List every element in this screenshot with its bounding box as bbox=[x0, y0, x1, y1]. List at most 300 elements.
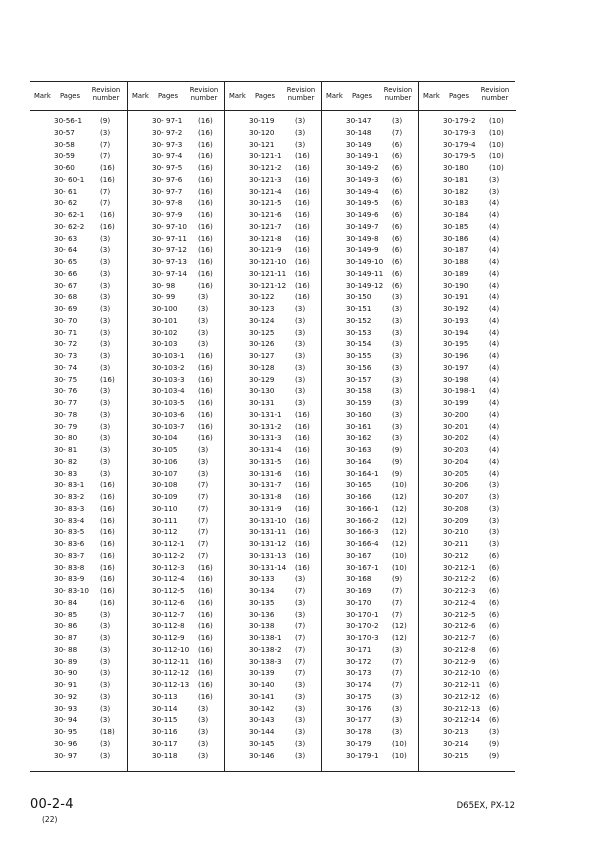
revision-cell: (3) bbox=[295, 374, 306, 384]
page-cell: 30- 72 bbox=[54, 339, 78, 349]
revision-cell: (16) bbox=[295, 409, 310, 419]
table-row bbox=[128, 385, 225, 397]
revision-cell: (16) bbox=[198, 257, 213, 266]
table-row bbox=[225, 209, 322, 221]
table-row bbox=[128, 479, 225, 491]
table-row bbox=[322, 139, 419, 151]
page-cell: 30-125 bbox=[249, 327, 275, 337]
page-cell: 30- 97-4 bbox=[152, 151, 183, 161]
table-row bbox=[225, 409, 322, 421]
page-cell: 30-155 bbox=[346, 351, 372, 360]
revision-cell: (16) bbox=[100, 597, 115, 607]
page-cell: 30-179-4 bbox=[443, 139, 476, 149]
revision-cell: (3) bbox=[198, 715, 209, 725]
table-row bbox=[128, 515, 225, 527]
page-cell: 30- 87 bbox=[54, 633, 78, 642]
table-row bbox=[30, 550, 127, 562]
column-rows bbox=[322, 115, 419, 761]
revision-cell: (4) bbox=[489, 339, 500, 349]
table-row bbox=[225, 714, 322, 726]
revision-cell: (7) bbox=[198, 527, 209, 537]
revision-cell: (4) bbox=[489, 280, 500, 290]
table-row bbox=[128, 150, 225, 162]
table-row bbox=[322, 714, 419, 726]
page-cell: 30- 83-2 bbox=[54, 492, 85, 501]
page-cell: 30-131-7 bbox=[249, 480, 282, 490]
revision-cell: (16) bbox=[198, 680, 213, 689]
table-row bbox=[128, 597, 225, 609]
revision-cell: (3) bbox=[100, 715, 111, 725]
table-row bbox=[30, 585, 127, 597]
page-cell: 30- 62-1 bbox=[54, 210, 85, 219]
page-cell: 30- 83-6 bbox=[54, 539, 85, 548]
page-cell: 30-149-12 bbox=[346, 280, 384, 290]
table-row bbox=[322, 573, 419, 585]
page-cell: 30- 83-8 bbox=[54, 562, 85, 572]
page-cell: 30-118 bbox=[152, 750, 178, 760]
table-row bbox=[30, 691, 127, 703]
table-row bbox=[419, 432, 516, 444]
revision-cell: (7) bbox=[198, 492, 209, 501]
table-row bbox=[30, 573, 127, 585]
page-cell: 30-131 bbox=[249, 398, 275, 407]
page-cell: 30- 97-8 bbox=[152, 198, 183, 208]
revision-cell: (16) bbox=[295, 151, 310, 161]
revision-cell: (7) bbox=[392, 680, 403, 689]
revision-cell: (6) bbox=[489, 574, 500, 584]
revision-cell: (16) bbox=[100, 503, 115, 513]
revision-cell: (6) bbox=[489, 680, 500, 689]
page-cell: 30- 79 bbox=[54, 421, 78, 431]
table-row bbox=[322, 597, 419, 609]
page-cell: 30-135 bbox=[249, 597, 275, 607]
page-cell: 30-112-4 bbox=[152, 574, 185, 584]
table-row bbox=[128, 315, 225, 327]
revision-cell: (3) bbox=[198, 445, 209, 454]
page-cell: 30-112-1 bbox=[152, 539, 185, 548]
revision-cell: (16) bbox=[295, 186, 310, 196]
page-cell: 30-131-3 bbox=[249, 433, 282, 443]
revision-cell: (3) bbox=[392, 433, 403, 443]
page-cell: 30-149-4 bbox=[346, 186, 379, 196]
page-cell: 30-138-2 bbox=[249, 644, 282, 654]
page-cell: 30- 94 bbox=[54, 715, 78, 725]
table-row bbox=[322, 256, 419, 268]
table-row bbox=[30, 409, 127, 421]
page-cell: 30-108 bbox=[152, 480, 178, 490]
page-cell: 30-60 bbox=[54, 163, 75, 172]
table-column bbox=[418, 82, 516, 771]
table-row bbox=[30, 186, 127, 198]
page-cell: 30-131-8 bbox=[249, 492, 282, 501]
table-row bbox=[225, 186, 322, 198]
page-cell: 30-171 bbox=[346, 644, 372, 654]
page-cell: 30- 97-11 bbox=[152, 233, 187, 243]
revision-cell: (12) bbox=[392, 633, 407, 642]
page-cell: 30-167 bbox=[346, 550, 372, 560]
page-cell: 30-121-5 bbox=[249, 198, 282, 208]
table-row bbox=[30, 667, 127, 679]
page-cell: 30-149-5 bbox=[346, 198, 379, 208]
page-cell: 30- 69 bbox=[54, 304, 78, 313]
header-mark: Mark bbox=[326, 92, 343, 100]
header-revision: Revision number bbox=[383, 86, 413, 102]
page-cell: 30-212-8 bbox=[443, 644, 476, 654]
page-cell: 30-119 bbox=[249, 116, 275, 125]
revision-cell: (3) bbox=[198, 304, 209, 313]
revision-cell: (3) bbox=[100, 127, 111, 137]
table-row bbox=[419, 726, 516, 738]
revision-cell: (16) bbox=[295, 433, 310, 443]
table-row bbox=[30, 738, 127, 750]
revision-cell: (16) bbox=[198, 151, 213, 161]
table-row bbox=[225, 197, 322, 209]
page-cell: 30-112-3 bbox=[152, 562, 185, 572]
revision-cell: (6) bbox=[392, 245, 403, 255]
page-cell: 30-212-12 bbox=[443, 691, 481, 701]
page-cell: 30-124 bbox=[249, 315, 275, 325]
revision-cell: (3) bbox=[489, 527, 500, 537]
revision-cell: (16) bbox=[198, 174, 213, 184]
table-row bbox=[128, 291, 225, 303]
column-header bbox=[128, 82, 225, 111]
page-cell: 30-139 bbox=[249, 668, 275, 678]
page-cell: 30- 84 bbox=[54, 597, 78, 607]
page-cell: 30- 82 bbox=[54, 456, 78, 466]
table-row bbox=[30, 397, 127, 409]
revision-cell: (16) bbox=[295, 562, 310, 572]
revision-cell: (6) bbox=[489, 609, 500, 619]
page-cell: 30- 60-1 bbox=[54, 174, 85, 184]
page-cell: 30-149-6 bbox=[346, 210, 379, 219]
revision-cell: (16) bbox=[295, 527, 310, 537]
revision-cell: (3) bbox=[295, 304, 306, 313]
revision-cell: (12) bbox=[392, 539, 407, 548]
table-row bbox=[128, 656, 225, 668]
revision-cell: (10) bbox=[392, 550, 407, 560]
revision-cell: (16) bbox=[198, 574, 213, 584]
revision-cell: (7) bbox=[392, 597, 403, 607]
page-cell: 30-189 bbox=[443, 268, 469, 278]
table-row bbox=[322, 750, 419, 762]
table-row bbox=[128, 374, 225, 386]
header-revision: Revision number bbox=[91, 86, 121, 102]
revision-cell: (16) bbox=[295, 233, 310, 243]
revision-cell: (16) bbox=[100, 221, 115, 231]
page-cell: 30-152 bbox=[346, 315, 372, 325]
page-cell: 30-166-4 bbox=[346, 539, 379, 548]
page-cell: 30- 99 bbox=[152, 292, 176, 302]
revision-cell: (12) bbox=[392, 503, 407, 513]
revision-cell: (16) bbox=[295, 480, 310, 490]
table-row bbox=[322, 174, 419, 186]
table-row bbox=[419, 162, 516, 174]
page-cell: 30-167-1 bbox=[346, 562, 379, 572]
table-row bbox=[419, 597, 516, 609]
table-row bbox=[322, 526, 419, 538]
revision-cell: (3) bbox=[295, 351, 306, 360]
table-row bbox=[419, 115, 516, 127]
table-row bbox=[30, 350, 127, 362]
page-cell: 30-131-11 bbox=[249, 527, 287, 537]
revision-cell: (6) bbox=[392, 280, 403, 290]
page-cell: 30-190 bbox=[443, 280, 469, 290]
table-row bbox=[322, 338, 419, 350]
page-cell: 30- 89 bbox=[54, 656, 78, 666]
table-row bbox=[128, 139, 225, 151]
column-rows bbox=[419, 115, 516, 761]
page-cell: 30-58 bbox=[54, 139, 75, 149]
revision-cell: (6) bbox=[489, 691, 500, 701]
page-cell: 30-177 bbox=[346, 715, 372, 725]
page-cell: 30-212-4 bbox=[443, 597, 476, 607]
revision-cell: (16) bbox=[295, 515, 310, 525]
table-row bbox=[322, 515, 419, 527]
table-row bbox=[30, 291, 127, 303]
model-name: D65EX, PX-12 bbox=[456, 801, 515, 811]
page-cell: 30-192 bbox=[443, 304, 469, 313]
revision-cell: (16) bbox=[198, 656, 213, 666]
page-cell: 30-143 bbox=[249, 715, 275, 725]
table-row bbox=[419, 456, 516, 468]
table-row bbox=[322, 503, 419, 515]
table-row bbox=[128, 409, 225, 421]
revision-cell: (6) bbox=[489, 586, 500, 595]
table-row bbox=[128, 186, 225, 198]
page-cell: 30-59 bbox=[54, 151, 75, 161]
revision-cell: (3) bbox=[100, 609, 111, 619]
revision-cell: (3) bbox=[489, 174, 500, 184]
table-row bbox=[322, 197, 419, 209]
page-cell: 30-131-1 bbox=[249, 409, 282, 419]
page-cell: 30- 86 bbox=[54, 621, 78, 631]
page-cell: 30-212-10 bbox=[443, 668, 481, 678]
revision-cell: (4) bbox=[489, 292, 500, 302]
revision-cell: (3) bbox=[100, 644, 111, 654]
page-cell: 30-107 bbox=[152, 468, 178, 478]
page-cell: 30-193 bbox=[443, 315, 469, 325]
revision-cell: (3) bbox=[295, 727, 306, 736]
table-row bbox=[322, 468, 419, 480]
page-cell: 30-168 bbox=[346, 574, 372, 584]
table-row bbox=[225, 244, 322, 256]
page-cell: 30-115 bbox=[152, 715, 178, 725]
table-row bbox=[225, 350, 322, 362]
page-cell: 30- 98 bbox=[152, 280, 176, 290]
table-row bbox=[225, 491, 322, 503]
table-row bbox=[322, 703, 419, 715]
table-row bbox=[322, 209, 419, 221]
page-cell: 30- 70 bbox=[54, 315, 78, 325]
page-cell: 30- 97-1 bbox=[152, 116, 183, 125]
revision-cell: (3) bbox=[198, 327, 209, 337]
table-row bbox=[128, 327, 225, 339]
table-row bbox=[419, 632, 516, 644]
revision-cell: (3) bbox=[295, 139, 306, 149]
revision-cell: (4) bbox=[489, 304, 500, 313]
page-cell: 30-138-3 bbox=[249, 656, 282, 666]
page-cell: 30- 97-6 bbox=[152, 174, 183, 184]
table-row bbox=[128, 585, 225, 597]
table-row bbox=[419, 174, 516, 186]
table-row bbox=[419, 667, 516, 679]
page-cell: 30-121-4 bbox=[249, 186, 282, 196]
revision-cell: (4) bbox=[489, 210, 500, 219]
table-row bbox=[128, 573, 225, 585]
page-cell: 30-112-2 bbox=[152, 550, 185, 560]
table-row bbox=[322, 303, 419, 315]
revision-cell: (3) bbox=[100, 386, 111, 396]
revision-cell: (4) bbox=[489, 268, 500, 278]
table-row bbox=[419, 280, 516, 292]
table-row bbox=[322, 726, 419, 738]
page-cell: 30-179-3 bbox=[443, 127, 476, 137]
revision-cell: (16) bbox=[198, 409, 213, 419]
revision-cell: (6) bbox=[489, 550, 500, 560]
table-row bbox=[30, 362, 127, 374]
page-cell: 30- 83-5 bbox=[54, 527, 85, 537]
table-row bbox=[128, 550, 225, 562]
page-cell: 30- 83-3 bbox=[54, 503, 85, 513]
revision-cell: (16) bbox=[198, 198, 213, 208]
table-row bbox=[128, 127, 225, 139]
revision-cell: (16) bbox=[198, 597, 213, 607]
revision-cell: (3) bbox=[295, 691, 306, 701]
revision-cell: (3) bbox=[295, 703, 306, 713]
revision-cell: (10) bbox=[489, 151, 504, 161]
page-cell: 30-131-13 bbox=[249, 550, 287, 560]
revision-cell: (3) bbox=[100, 738, 111, 748]
revision-cell: (3) bbox=[392, 304, 403, 313]
page-cell: 30-136 bbox=[249, 609, 275, 619]
revision-cell: (16) bbox=[198, 127, 213, 137]
table-row bbox=[322, 609, 419, 621]
page-cell: 30-166-1 bbox=[346, 503, 379, 513]
page-cell: 30-112-6 bbox=[152, 597, 185, 607]
column-rows bbox=[30, 115, 127, 761]
table-row bbox=[128, 468, 225, 480]
table-row bbox=[322, 162, 419, 174]
revision-cell: (3) bbox=[392, 421, 403, 431]
table-row bbox=[225, 139, 322, 151]
revision-cell: (3) bbox=[295, 327, 306, 337]
table-row bbox=[419, 315, 516, 327]
revision-cell: (16) bbox=[100, 210, 115, 219]
page-cell: 30-121 bbox=[249, 139, 275, 149]
revision-cell: (3) bbox=[198, 703, 209, 713]
revision-cell: (16) bbox=[198, 362, 213, 372]
table-row bbox=[322, 397, 419, 409]
table-row bbox=[225, 562, 322, 574]
revision-cell: (3) bbox=[489, 503, 500, 513]
table-row bbox=[30, 315, 127, 327]
revision-cell: (16) bbox=[198, 691, 213, 701]
table-row bbox=[225, 421, 322, 433]
revision-cell: (16) bbox=[198, 210, 213, 219]
revision-cell: (4) bbox=[489, 421, 500, 431]
revision-cell: (3) bbox=[392, 727, 403, 736]
table-row bbox=[128, 362, 225, 374]
revision-cell: (9) bbox=[489, 750, 500, 760]
page-cell: 30-212-2 bbox=[443, 574, 476, 584]
page-cell: 30- 63 bbox=[54, 233, 78, 243]
page-cell: 30- 78 bbox=[54, 409, 78, 419]
table-row bbox=[419, 221, 516, 233]
table-row bbox=[30, 479, 127, 491]
table-row bbox=[30, 526, 127, 538]
revision-cell: (3) bbox=[392, 386, 403, 396]
table-row bbox=[419, 374, 516, 386]
page-cell: 30-114 bbox=[152, 703, 178, 713]
table-row bbox=[128, 221, 225, 233]
table-row bbox=[322, 632, 419, 644]
page-cell: 30-180 bbox=[443, 163, 469, 172]
page-cell: 30-103-4 bbox=[152, 386, 185, 396]
page-cell: 30-140 bbox=[249, 680, 275, 689]
revision-cell: (4) bbox=[489, 327, 500, 337]
table-row bbox=[419, 644, 516, 656]
page-cell: 30-121-12 bbox=[249, 280, 287, 290]
revision-cell: (6) bbox=[489, 621, 500, 631]
revision-cell: (4) bbox=[489, 433, 500, 443]
page-cell: 30-109 bbox=[152, 492, 178, 501]
table-row bbox=[30, 221, 127, 233]
header-pages: Pages bbox=[255, 92, 275, 100]
page-cell: 30-172 bbox=[346, 656, 372, 666]
revision-cell: (3) bbox=[100, 315, 111, 325]
revision-cell: (3) bbox=[295, 339, 306, 349]
table-row bbox=[128, 609, 225, 621]
page-cell: 30-149 bbox=[346, 139, 372, 149]
table-row bbox=[225, 374, 322, 386]
table-row bbox=[419, 585, 516, 597]
table-row bbox=[128, 714, 225, 726]
page-cell: 30-106 bbox=[152, 456, 178, 466]
page-cell: 30-159 bbox=[346, 398, 372, 407]
table-row bbox=[322, 562, 419, 574]
revision-cell: (16) bbox=[198, 245, 213, 255]
page-cell: 30-112 bbox=[152, 527, 178, 537]
revision-cell: (4) bbox=[489, 362, 500, 372]
table-row bbox=[128, 350, 225, 362]
page-cell: 30-202 bbox=[443, 433, 469, 443]
revision-cell: (16) bbox=[295, 163, 310, 172]
page-revision-sub: (22) bbox=[42, 815, 58, 824]
page-cell: 30-212-9 bbox=[443, 656, 476, 666]
page-cell: 30-104 bbox=[152, 433, 178, 443]
page-cell: 30-133 bbox=[249, 574, 275, 584]
table-row bbox=[419, 150, 516, 162]
revision-cell: (16) bbox=[198, 633, 213, 642]
revision-cell: (3) bbox=[392, 292, 403, 302]
table-row bbox=[128, 456, 225, 468]
revision-cell: (16) bbox=[295, 292, 310, 302]
table-row bbox=[419, 503, 516, 515]
page-cell: 30- 77 bbox=[54, 398, 78, 407]
table-row bbox=[419, 244, 516, 256]
column-header bbox=[419, 82, 516, 111]
page-cell: 30-149-11 bbox=[346, 268, 384, 278]
header-mark: Mark bbox=[132, 92, 149, 100]
page-cell: 30-164-1 bbox=[346, 468, 379, 478]
page-cell: 30-147 bbox=[346, 116, 372, 125]
table-row bbox=[128, 503, 225, 515]
revision-cell: (4) bbox=[489, 198, 500, 208]
page-cell: 30-214 bbox=[443, 738, 469, 748]
table-row bbox=[322, 585, 419, 597]
column-header bbox=[225, 82, 322, 111]
page-cell: 30-160 bbox=[346, 409, 372, 419]
